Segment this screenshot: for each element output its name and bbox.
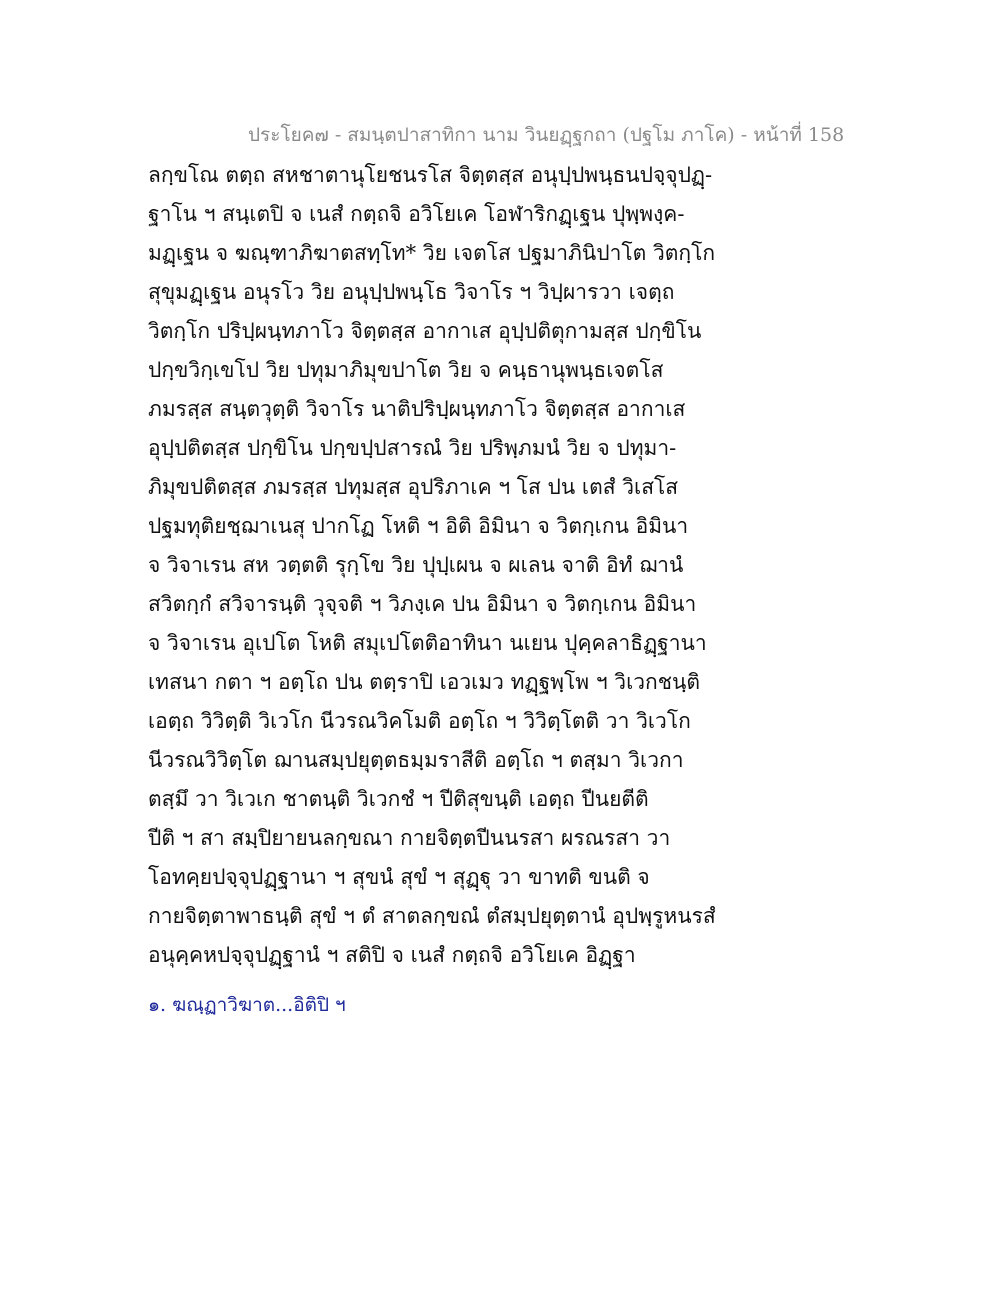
text-line: อุปฺปติตสฺส ปกฺขิโน ปกฺขปฺปสารณํ วิย ปริพฺภมนํ วิย จ ปทุมา- xyxy=(148,436,677,460)
text-line: จ วิจาเรน สห วตฺตติ รุกฺโข วิย ปุปฺเผน จ ผเลน จาติ อิทํ ฌานํ xyxy=(148,553,684,577)
body-text xyxy=(148,156,716,975)
text-line: ตสฺมึ วา วิเวเก ชาตนฺติ วิเวกชํ ฯ ปีติสุขนฺติ เอตฺถ ปีนยตีติ xyxy=(148,787,649,811)
text-line: ภมรสฺส สนฺตวุตฺติ วิจาโร นาติปริปฺผนฺทภาโว จิตฺตสฺส อากาเส xyxy=(148,397,686,421)
text-line: ลกฺขโณ ตตฺถ สหชาตานุโยชนรโส จิตฺตสฺส อนุปฺปพนฺธนปจฺจุปฏฺ- xyxy=(148,163,713,187)
text-line: สุขุมฏฺเฐน อนุรโว วิย อนุปฺปพนฺโธ วิจาโร ฯ วิปฺผารวา เจตฺถ xyxy=(148,280,675,304)
text-line: มฏฺเฐน จ ฆณฺฑาภิฆาตสทฺโท* วิย เจตโส ปฐมาภินิปาโต วิตกฺโก xyxy=(148,241,716,265)
page-header: ประโยค๗ - สมนฺตปาสาทิกา นาม วินยฏฺฐกถา (ปฐโม ภาโค) - หน้าที่ 158 xyxy=(248,124,845,146)
text-line: กายจิตฺตาพาธนฺติ สุขํ ฯ ตํ สาตลกฺขณํ ตํสมฺปยุตฺตานํ อุปพฺรูหนรสํ xyxy=(148,904,716,928)
text-line: จ วิจาเรน อุเปโต โหติ สมุเปโตติอาทินา นเยน ปุคฺคลาธิฏฺฐานา xyxy=(148,631,707,655)
text-line: ปฐมทุติยชฺฌาเนสุ ปากโฏ โหติ ฯ อิติ อิมินา จ วิตกฺเกน อิมินา xyxy=(148,514,689,538)
text-line: ฐาโน ฯ สนฺเตปิ จ เนสํ กตฺถจิ อวิโยเค โอฬาริกฏฺเฐน ปุพฺพงฺค- xyxy=(148,202,685,226)
text-line: โอทคฺยปจฺจุปฏฺฐานา ฯ สุขนํ สุขํ ฯ สุฏฺฐุ วา ขาทติ ขนติ จ xyxy=(148,865,650,889)
text-line: นีวรณวิวิตฺโต ฌานสมฺปยุตฺตธมฺมราสีติ อตฺโถ ฯ ตสฺมา วิเวกา xyxy=(148,748,684,772)
text-line: เอตฺถ วิวิตฺติ วิเวโก นีวรณวิคโมติ อตฺโถ ฯ วิวิตฺโตติ วา วิเวโก xyxy=(148,709,691,733)
text-line: อนุคฺคหปจฺจุปฏฺฐานํ ฯ สติปิ จ เนสํ กตฺถจิ อวิโยเค อิฏฺฐา xyxy=(148,943,636,967)
text-line: ปกฺขวิกฺเขโป วิย ปทุมาภิมุขปาโต วิย จ คนฺธานุพนฺธเจตโส xyxy=(148,358,664,382)
text-line: สวิตกฺกํ สวิจารนฺติ วุจฺจติ ฯ วิภงฺเค ปน อิมินา จ วิตกฺเกน อิมินา xyxy=(148,592,697,616)
text-line: เทสนา กตา ฯ อตฺโถ ปน ตตฺราปิ เอวเมว ทฏฺฐพฺโพ ฯ วิเวกชนฺติ xyxy=(148,670,701,694)
footnote: ๑. ฆณฺฏาวิฆาต...อิติปิ ฯ xyxy=(148,994,346,1016)
text-line: วิตกฺโก ปริปฺผนฺทภาโว จิตฺตสฺส อากาเส อุปฺปติตุกามสฺส ปกฺขิโน xyxy=(148,319,702,343)
text-line: ภิมุขปติตสฺส ภมรสฺส ปทุมสฺส อุปริภาเค ฯ โส ปน เตสํ วิเสโส xyxy=(148,475,679,499)
text-line: ปีติ ฯ สา สมฺปิยายนลกฺขณา กายจิตฺตปีนนรสา ผรณรสา วา xyxy=(148,826,671,850)
